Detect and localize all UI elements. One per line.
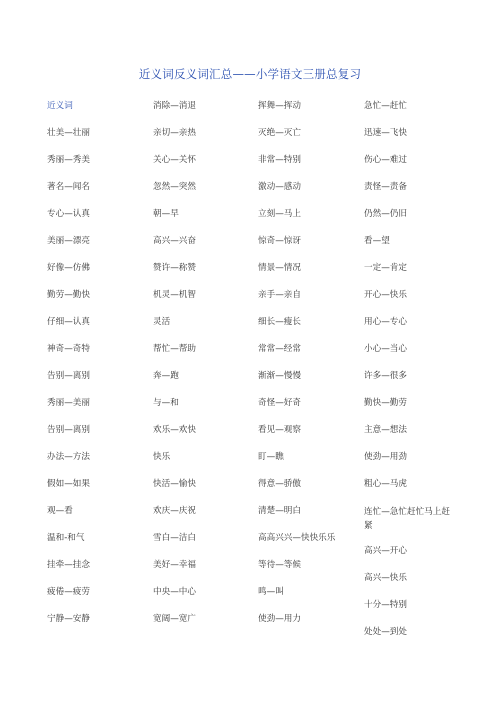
word-pair: 朝—早 [153,209,179,219]
word-pair: 勤快—勤劳 [364,398,407,408]
word-pair: 立刻—马上 [258,209,301,219]
word-pair: 秀丽—美丽 [47,398,90,408]
word-pair: 假如—如果 [47,479,90,489]
word-pair: 高兴—开心 [364,546,407,556]
word-pair: 奔—跑 [153,371,179,381]
section-heading-synonyms: 近义词 [47,101,73,111]
word-pair: 中央—中心 [153,587,196,597]
word-pair: 关心—关怀 [153,155,196,165]
word-pair: 处处—到处 [364,627,407,637]
word-pair: 雪白—洁白 [153,533,196,543]
word-pair: 宽阔—宽广 [153,614,196,624]
word-pair: 帮忙—帮助 [153,344,196,354]
word-pair: 著名—闻名 [47,182,90,192]
word-pair: 壮美—壮丽 [47,128,90,138]
word-pair: 等待—等候 [258,560,301,570]
word-column-4 [364,100,464,653]
word-pair: 用心—专心 [364,317,407,327]
word-pair: 挂牵—挂念 [47,560,90,570]
word-pair: 专心—认真 [47,209,90,219]
word-pair: 使劲—用劲 [364,452,407,462]
word-pair: 秀丽—秀美 [47,155,90,165]
word-pair: 伤心—难过 [364,155,407,165]
word-pair: 小心—当心 [364,344,407,354]
word-pair: 奇怪—好奇 [258,398,301,408]
document-title: 近义词反义词汇总——小学语文三册总复习 [138,67,362,81]
word-pair: 得意—骄傲 [258,479,301,489]
word-pair: 常常—经常 [258,344,301,354]
word-pair: 与—和 [153,398,179,408]
word-pair: 连忙—急忙赶忙马上赶紧 [364,507,450,531]
word-pair: 使劲—用力 [258,614,301,624]
word-pair: 亲手—亲自 [258,290,301,300]
word-pair: 惊奇—惊讶 [258,236,301,246]
word-column-3 [258,100,370,640]
word-pair: 粗心—马虎 [364,479,407,489]
word-pair: 鸣—叫 [258,587,284,597]
word-pair: 许多—很多 [364,371,407,381]
word-pair: 挥舞—挥动 [258,101,301,111]
word-pair: 赞许—称赞 [153,263,196,273]
word-pair: 快活—愉快 [153,479,196,489]
word-pair: 灭绝—灭亡 [258,128,301,138]
word-pair: 非常—特别 [258,155,301,165]
word-pair: 细长—瘦长 [258,317,301,327]
word-pair: 激动—感动 [258,182,301,192]
word-pair: 宁静—安静 [47,614,90,624]
word-pair: 温和-和气 [47,533,85,543]
word-pair: 欢庆—庆祝 [153,506,196,516]
word-pair: 看—望 [364,236,390,246]
word-pair: 消除—消退 [153,101,196,111]
word-pair: 快乐 [153,452,171,462]
word-pair: 急忙—赶忙 [364,101,407,111]
word-pair: 一定—肯定 [364,263,407,273]
word-column-1 [47,100,159,640]
word-pair: 盯—瞧 [258,452,284,462]
word-pair: 情景—情况 [258,263,301,273]
word-pair: 渐渐—慢慢 [258,371,301,381]
word-pair: 高高兴兴—快快乐乐 [258,533,336,543]
word-pair: 主意—想法 [364,425,407,435]
word-pair: 观—看 [47,506,73,516]
word-pair: 十分—特别 [364,600,407,610]
word-pair: 好像—仿佛 [47,263,90,273]
word-pair: 清楚—明白 [258,506,301,516]
word-pair: 仔细—认真 [47,317,90,327]
word-pair: 迅速—飞快 [364,128,407,138]
word-pair: 高兴—快乐 [364,573,407,583]
word-pair: 美丽—漂亮 [47,236,90,246]
word-pair: 忽然—突然 [153,182,196,192]
word-pair: 责怪—责备 [364,182,407,192]
word-pair: 勤劳—勤快 [47,290,90,300]
word-pair: 办法—方法 [47,452,90,462]
word-pair: 亲切—亲热 [153,128,196,138]
word-pair: 高兴—兴奋 [153,236,196,246]
word-pair: 开心—快乐 [364,290,407,300]
word-pair: 看见—观察 [258,425,301,435]
word-pair: 灵活 [153,317,171,327]
word-pair: 美好—幸福 [153,560,196,570]
word-pair: 仍然—仍旧 [364,209,407,219]
word-pair: 机灵—机智 [153,290,196,300]
word-pair: 神奇—奇特 [47,344,90,354]
word-pair: 欢乐—欢快 [153,425,196,435]
word-pair: 告别—离别 [47,371,90,381]
word-pair: 疲倦—疲劳 [47,587,90,597]
word-column-2 [153,100,265,640]
word-pair: 告别—离别 [47,425,90,435]
